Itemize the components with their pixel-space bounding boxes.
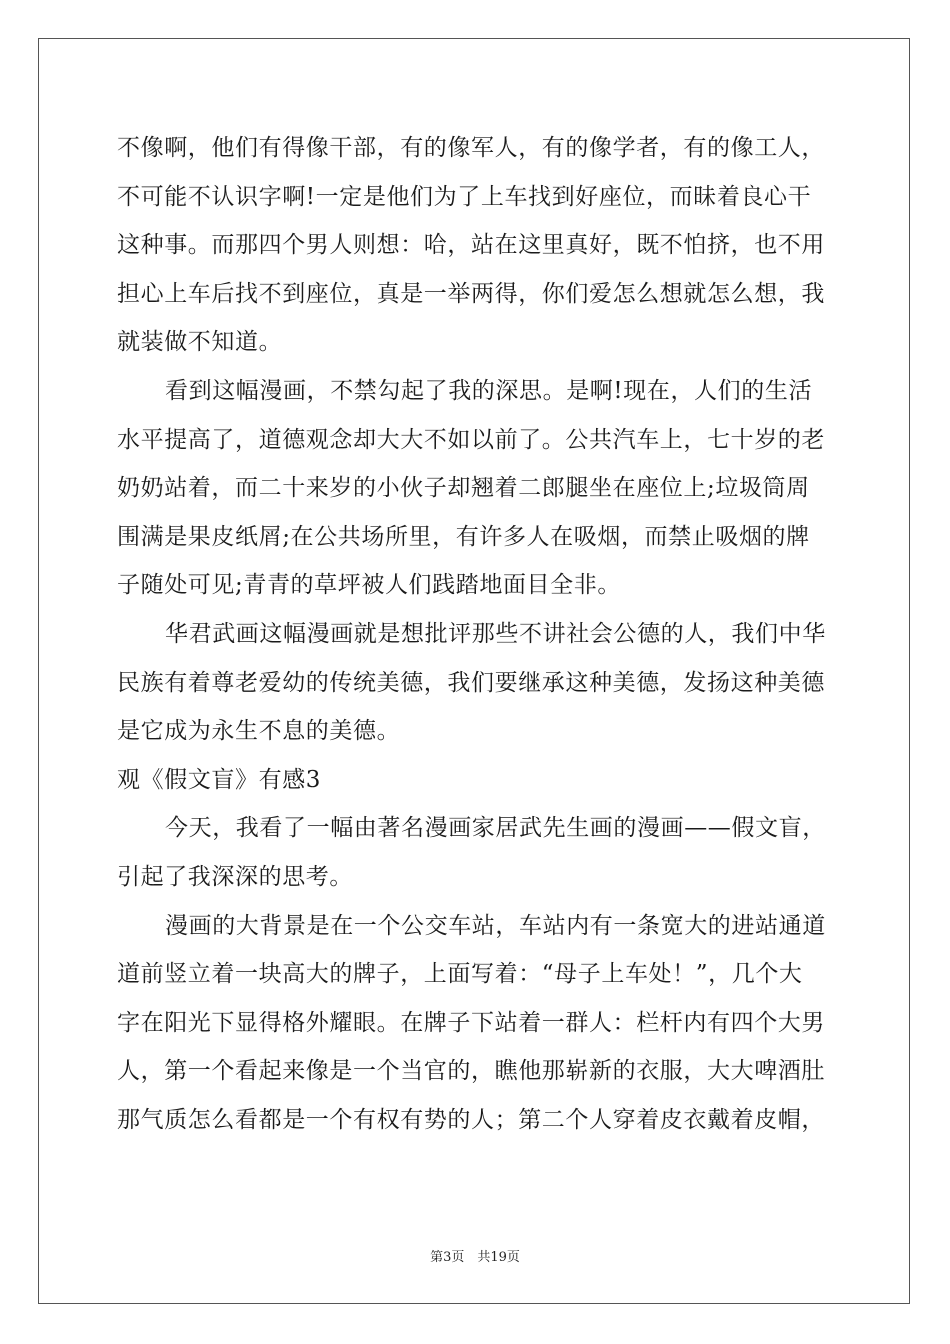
- text-line: 那气质怎么看都是一个有权有势的人；第二个人穿着皮衣戴着皮帽，: [117, 1106, 825, 1133]
- text-line: 子随处可见;青青的草坪被人们践踏地面目全非。: [117, 572, 621, 599]
- text-line: 围满是果皮纸屑;在公共场所里，有许多人在吸烟，而禁止吸烟的牌: [117, 523, 810, 550]
- text-line: 引起了我深深的思考。: [117, 863, 353, 890]
- text-line: 看到这幅漫画，不禁勾起了我的深思。是啊!现在，人们的生活: [165, 377, 813, 404]
- text-line: 不像啊，他们有得像干部，有的像军人，有的像学者，有的像工人，: [117, 135, 825, 161]
- text-line: 人，第一个看起来像是一个当官的，瞧他那崭新的衣服，大大啤酒肚: [117, 1058, 825, 1085]
- page-number-footer: 第3页 共19页: [430, 1250, 520, 1265]
- section-heading: 观《假文盲》有感3: [117, 766, 322, 793]
- text-line: 是它成为永生不息的美德。: [117, 718, 401, 745]
- text-line: 水平提高了，道德观念却大大不如以前了。公共汽车上，七十岁的老: [117, 426, 825, 453]
- document-body: [117, 124, 833, 1144]
- text-line: 奶奶站着，而二十来岁的小伙子却翘着二郎腿坐在座位上;垃圾筒周: [117, 475, 810, 502]
- text-line: 漫画的大背景是在一个公交车站，车站内有一条宽大的进站通道: [165, 912, 826, 939]
- text-line: 道前竖立着一块高大的牌子，上面写着：“母子上车处！”，几个大: [117, 961, 803, 988]
- text-line: 担心上车后找不到座位，真是一举两得，你们爱怎么想就怎么想，我: [117, 280, 825, 307]
- text-line: 民族有着尊老爱幼的传统美德，我们要继承这种美德，发扬这种美德: [117, 669, 825, 696]
- text-line: 今天，我看了一幅由著名漫画家居武先生画的漫画——假文盲，: [165, 815, 826, 842]
- text-line: 字在阳光下显得格外耀眼。在牌子下站着一群人：栏杆内有四个大男: [117, 1009, 825, 1036]
- text-line: 这种事。而那四个男人则想：哈，站在这里真好，既不怕挤，也不用: [117, 232, 825, 259]
- text-line: 就装做不知道。: [117, 329, 283, 356]
- text-line: 华君武画这幅漫画就是想批评那些不讲社会公德的人，我们中华: [165, 620, 826, 647]
- text-line: 不可能不认识字啊!一定是他们为了上车找到好座位，而昧着良心干: [117, 183, 812, 210]
